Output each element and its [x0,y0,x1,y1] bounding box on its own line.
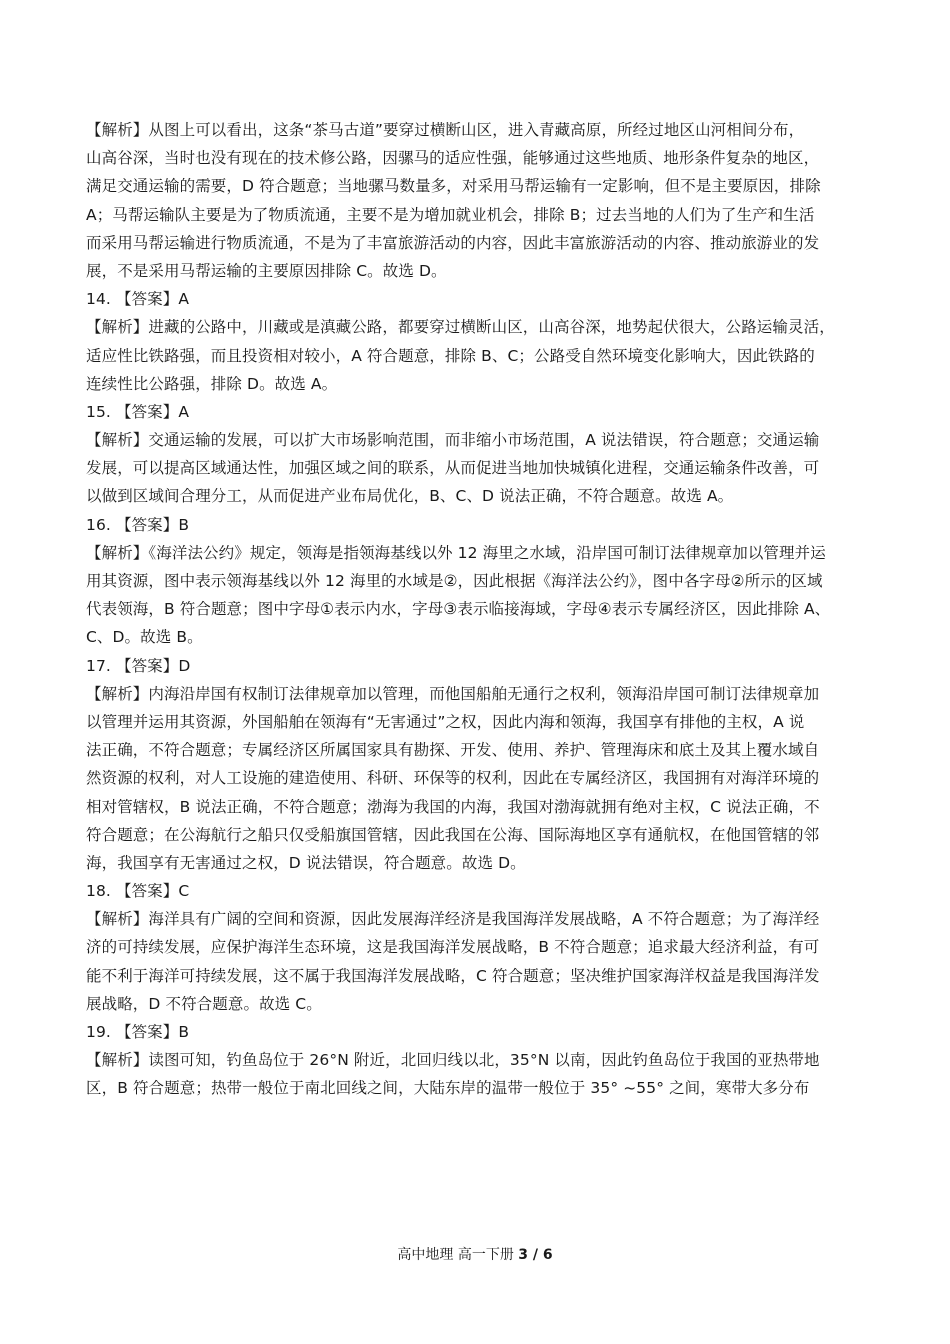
text-line: 17. 【答案】D [86,656,191,675]
text-line: 以管理并运用其资源，外国船舶在领海有“无害通过”之权，因此内海和领海，我国享有排他的主权，A 说 [86,712,805,731]
text-line: 连续性比公路强，排除 D。故选 A。 [86,374,338,393]
footer-title: 高中地理 高一下册 [397,1247,514,1263]
text-line: 符合题意；在公海航行之船只仅受船旗国管辖，因此我国在公海、国际海地区享有通航权，在他国管辖的邻 [86,825,820,844]
text-line: 15. 【答案】A [86,402,190,421]
text-line: 14. 【答案】A [86,290,190,309]
page-number: 3 / 6 [518,1247,553,1263]
text-line: 【解析】读图可知，钓鱼岛位于 26°N 附近，北回归线以北，35°N 以南，因此钓鱼岛位于我国的亚热带地 [86,1051,820,1070]
page-footer [0,1244,950,1264]
text-line: 【解析】进藏的公路中，川藏或是滇藏公路，都要穿过横断山区，山高谷深，地势起伏很大，公路运输灵活， [86,318,835,337]
text-line: 山高谷深，当时也没有现在的技术修公路，因骡马的适应性强，能够通过这些地质、地形条件复杂的地区， [86,149,820,168]
text-line: 满足交通运输的需要，D 符合题意；当地骡马数量多，对采用马帮运输有一定影响，但不是主要原因，排除 [86,177,821,196]
text-line: 发展，可以提高区域通达性，加强区域之间的联系，从而促进当地加快城镇化进程，交通运输条件改善，可 [86,459,820,478]
text-line: 济的可持续发展，应保护海洋生态环境，这是我国海洋发展战略，B 不符合题意；追求最大经济利益，有可 [86,938,820,957]
text-line: 而采用马帮运输进行物质流通，不是为了丰富旅游活动的内容，因此丰富旅游活动的内容、推动旅游业的发 [86,233,820,252]
text-line: 海，我国享有无害通过之权，D 说法错误，符合题意。故选 D。 [86,853,526,872]
text-line: 用其资源，图中表示领海基线以外 12 海里的水域是②，因此根据《海洋法公约》，图中各字母②所示的区域 [86,572,823,590]
text-line: 相对管辖权，B 说法正确，不符合题意；渤海为我国的内海，我国对渤海就拥有绝对主权，C 说法正确，不 [86,797,820,816]
text-line: A；马帮运输队主要是为了物质流通，主要不是为增加就业机会，排除 B；过去当地的人们为了生产和生活 [86,205,815,224]
text-line: 【解析】交通运输的发展，可以扩大市场影响范围，而非缩小市场范围，A 说法错误，符合题意；交通运输 [86,431,820,450]
text-line: 展战略，D 不符合题意。故选 C。 [86,994,322,1013]
text-line: 适应性比铁路强，而且投资相对较小，A 符合题意，排除 B、C；公路受自然环境变化影响大，因此铁路的 [86,346,815,365]
document-body [86,116,876,1103]
text-line: 法正确，不符合题意；专属经济区所属国家具有勘探、开发、使用、养护、管理海床和底土及其上覆水域自 [86,741,820,760]
text-line: 16. 【答案】B [86,515,190,534]
text-line: 展，不是采用马帮运输的主要原因排除 C。故选 D。 [86,261,447,280]
text-line: 18. 【答案】C [86,882,190,901]
text-line: 以做到区域间合理分工，从而促进产业布局优化，B、C、D 说法正确，不符合题意。故选 A。 [86,487,734,506]
text-line: 能不利于海洋可持续发展，这不属于我国海洋发展战略，C 符合题意；坚决维护国家海洋权益是我国海洋发 [86,966,820,985]
text-line: 【解析】海洋具有广阔的空间和资源，因此发展海洋经济是我国海洋发展战略，A 不符合题意；为了海洋经 [86,910,820,929]
text-line: 19. 【答案】B [86,1023,190,1041]
text-line: C、D。故选 B。 [86,628,203,647]
text-line: 区，B 符合题意；热带一般位于南北回线之间，大陆东岸的温带一般位于 35° ~55° 之间，寒带大多分布 [86,1079,810,1098]
text-line: 【解析】《海洋法公约》规定，领海是指领海基线以外 12 海里之水域，沿岸国可制订法律规章加以管理并运 [86,543,826,562]
text-line: 然资源的权利，对人工设施的建造使用、科研、环保等的权利，因此在专属经济区，我国拥有对海洋环境的 [86,769,820,788]
text-line: 代表领海，B 符合题意；图中字母①表示内水，字母③表示临接海域，字母④表示专属经济区，因此排除 A、 [86,600,831,619]
text-line: 【解析】从图上可以看出，这条“茶马古道”要穿过横断山区，进入青藏高原，所经过地区山河相间分布， [86,121,805,139]
text-line: 【解析】内海沿岸国有权制订法律规章加以管理，而他国船舶无通行之权利，领海沿岸国可制订法律规章加 [86,684,820,703]
